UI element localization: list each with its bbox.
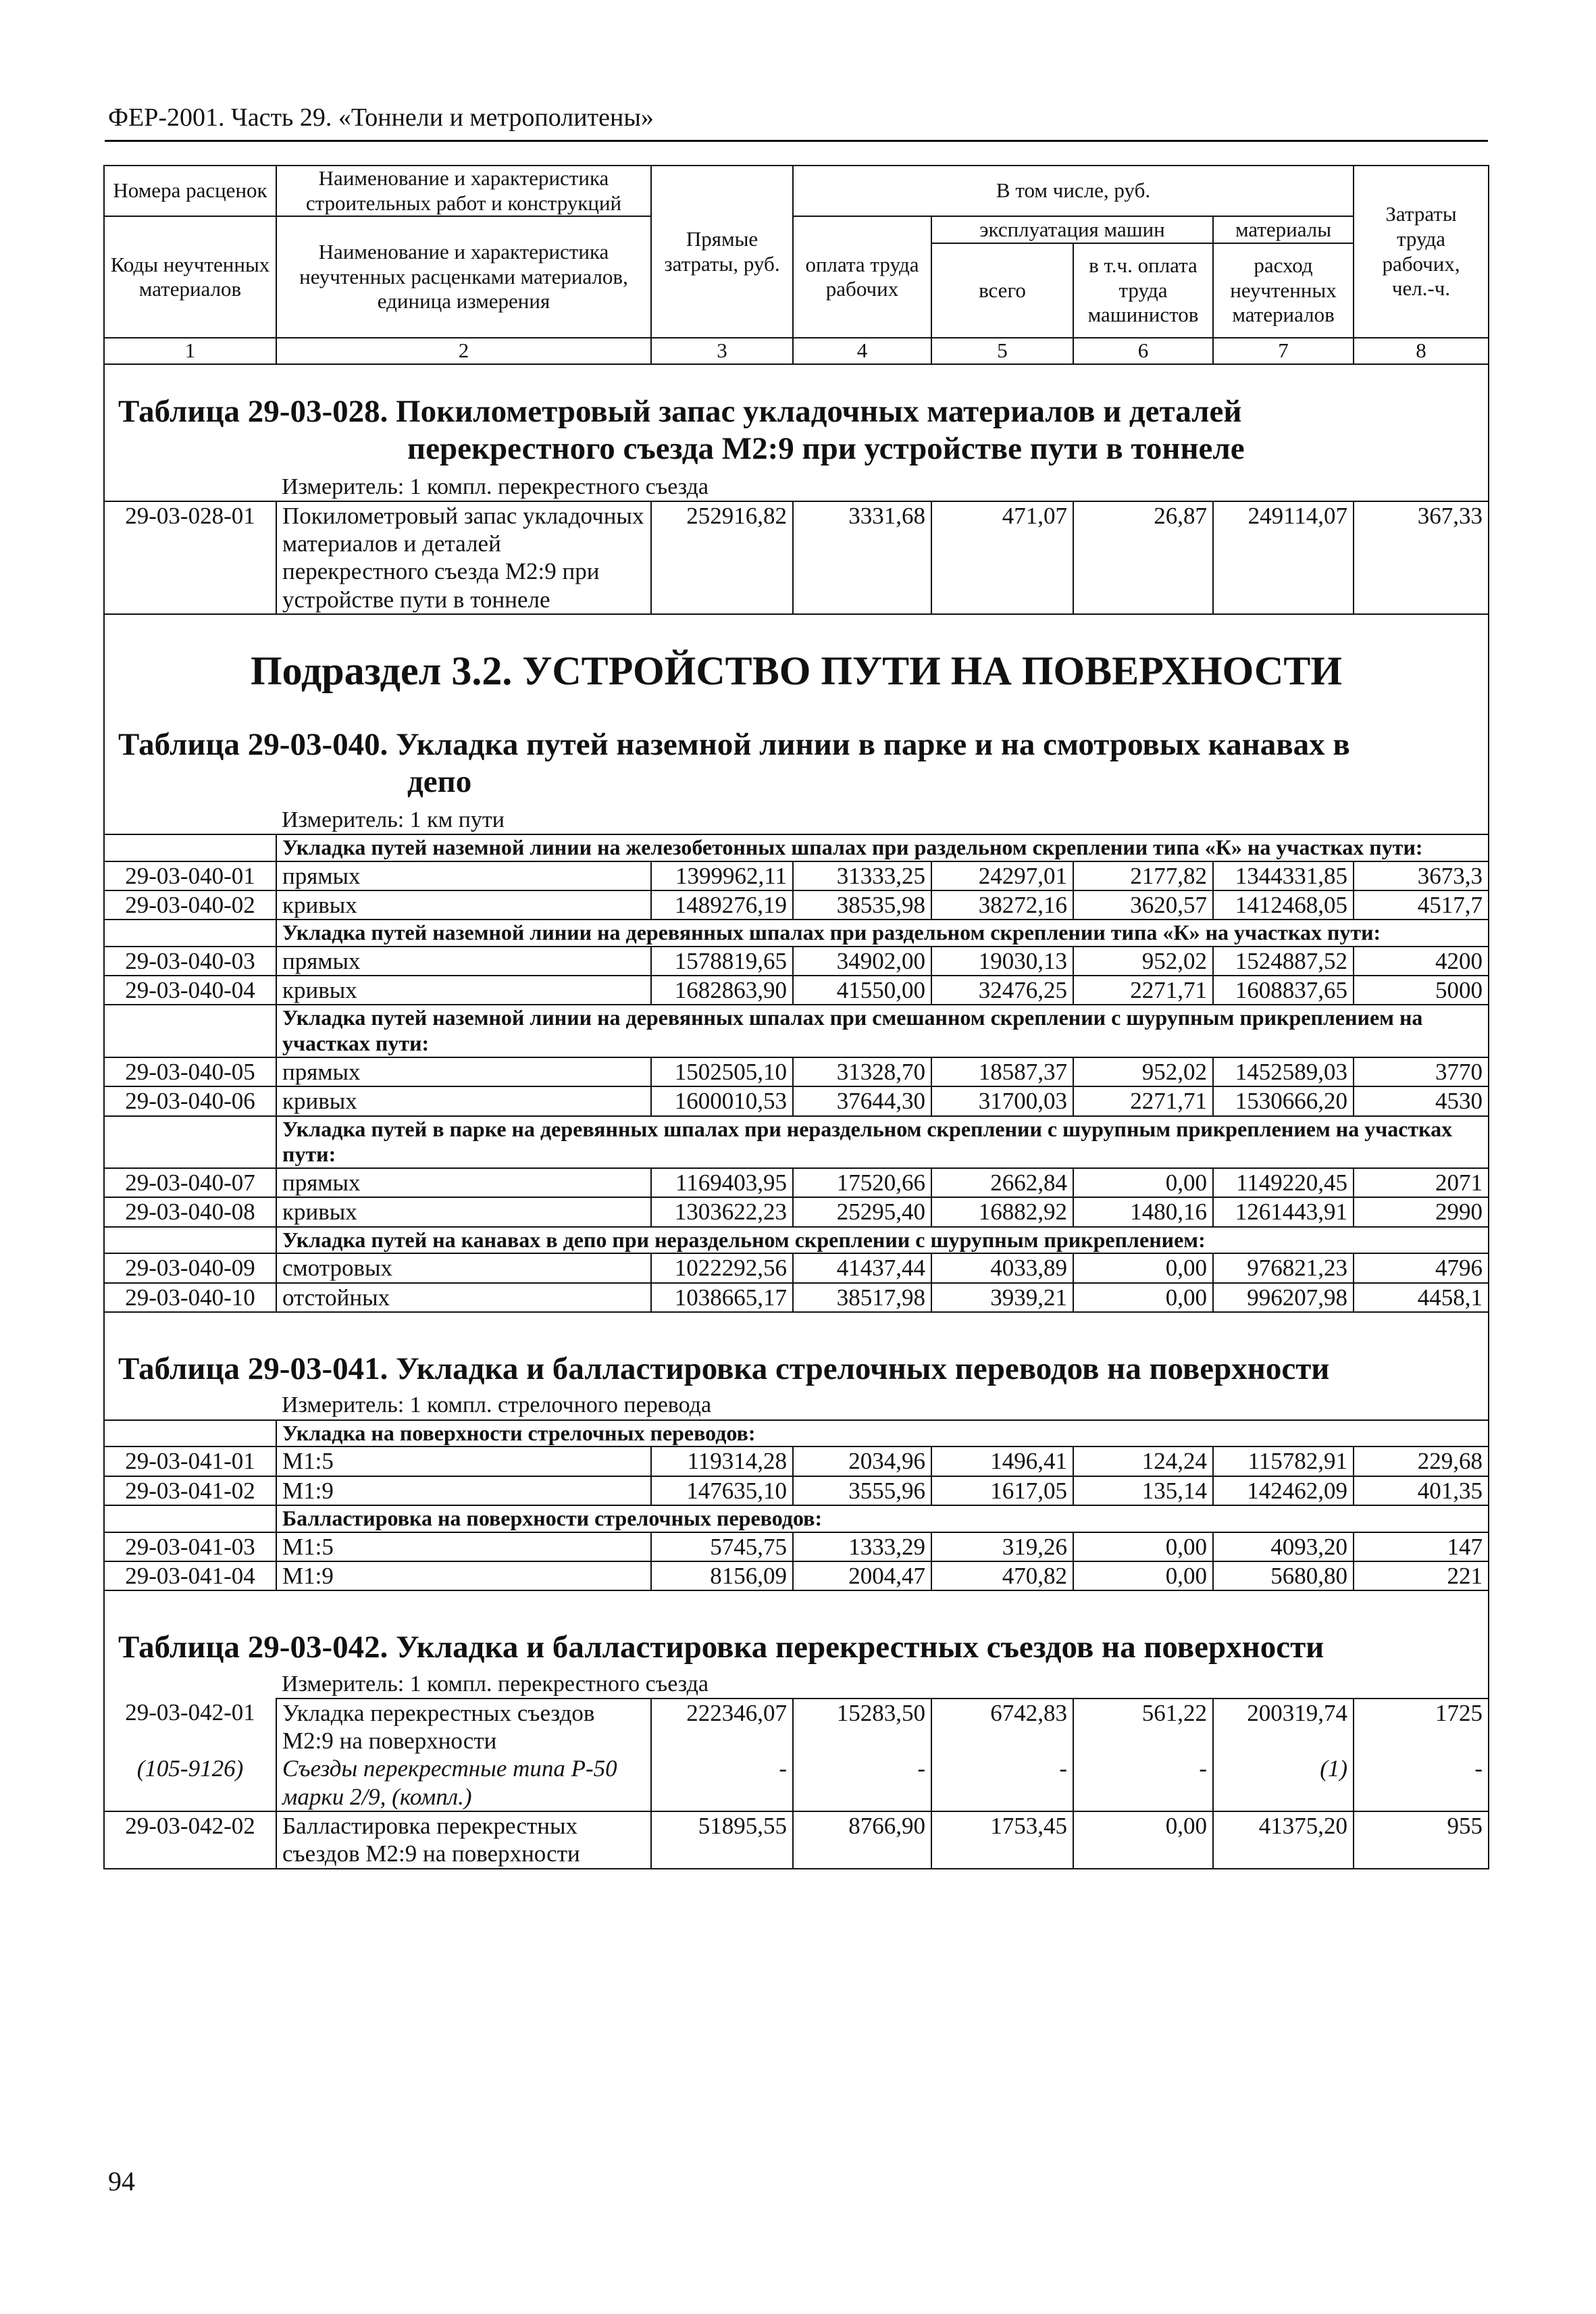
value-cell: 1682863,90 <box>651 976 793 1005</box>
value-cell: 31333,25 <box>793 861 931 890</box>
value-cell: 1412468,05 <box>1213 890 1354 920</box>
col-machines-header: эксплуатация машин <box>931 216 1213 243</box>
col-number: 7 <box>1213 338 1354 364</box>
group-label: Укладка путей наземной линии на железобетонных шпалах при раздельном скреплении типа «К» на участках пути: <box>276 834 1489 861</box>
value-cell: 37644,30 <box>793 1086 931 1115</box>
group-label-spacer <box>104 1005 276 1057</box>
value-cell: 2004,47 <box>793 1561 931 1590</box>
work-name: смотровых <box>276 1253 651 1282</box>
value-cell: 4458,1 <box>1354 1283 1489 1312</box>
value-cell: 1169403,95 <box>651 1168 793 1197</box>
price-table <box>103 165 1489 1869</box>
col-rates-header: Номера расценок <box>104 166 276 216</box>
col-machines-total-header: всего <box>931 243 1073 338</box>
table-row <box>104 976 1489 1005</box>
rate-code: 29-03-041-02 <box>104 1476 276 1505</box>
measure-unit: Измеритель: 1 компл. перекрестного съезда <box>276 468 1489 501</box>
value-cell: 147635,10 <box>651 1476 793 1505</box>
table-row <box>104 1197 1489 1226</box>
work-name: прямых <box>276 947 651 976</box>
value-cell: 32476,25 <box>931 976 1073 1005</box>
col-number: 5 <box>931 338 1073 364</box>
value-cell: 4033,89 <box>931 1253 1073 1282</box>
value-cell: 2177,82 <box>1073 861 1213 890</box>
group-label-spacer <box>104 1227 276 1254</box>
value-cell: 319,26 <box>931 1532 1073 1561</box>
group-label: Укладка путей в парке на деревянных шпалах при нераздельном скреплении с шурупным прикреплением на участках пути: <box>276 1116 1489 1169</box>
col-including-header: В том числе, руб. <box>793 166 1354 216</box>
value-cell: 1600010,53 <box>651 1086 793 1115</box>
value-cell: 1344331,85 <box>1213 861 1354 890</box>
value-cell: 124,24 <box>1073 1447 1213 1476</box>
value-cell: 147 <box>1354 1532 1489 1561</box>
value-cell: 17520,66 <box>793 1168 931 1197</box>
group-label-spacer <box>104 834 276 861</box>
value-cell: 3673,3 <box>1354 861 1489 890</box>
value-cell: 24297,01 <box>931 861 1073 890</box>
table-row <box>104 1476 1489 1505</box>
value-cell: 1452589,03 <box>1213 1057 1354 1086</box>
table-row <box>104 1447 1489 1476</box>
page-number: 94 <box>108 2166 135 2196</box>
value-cell: 41550,00 <box>793 976 931 1005</box>
col-labor-pay-header: оплата труда рабочих <box>793 216 931 338</box>
table-row: (105-9126) Съезды перекрестные типа Р-50 марки 2/9, (компл.) - - - - (1) - <box>104 1755 1489 1811</box>
value-cell: 2271,71 <box>1073 976 1213 1005</box>
value-cell: 2034,96 <box>793 1447 931 1476</box>
value-cell: 3939,21 <box>931 1283 1073 1312</box>
value-cell: 19030,13 <box>931 947 1073 976</box>
value-cell: 2990 <box>1354 1197 1489 1226</box>
group-label: Укладка на поверхности стрелочных переводов: <box>276 1420 1489 1447</box>
value-cell: 1149220,45 <box>1213 1168 1354 1197</box>
value-cell: 952,02 <box>1073 1057 1213 1086</box>
work-name: кривых <box>276 1086 651 1115</box>
work-name: прямых <box>276 1168 651 1197</box>
value-cell: 3555,96 <box>793 1476 931 1505</box>
value-cell: 1261443,91 <box>1213 1197 1354 1226</box>
table-title: перекрестного съезда М2:9 при устройстве пути в тоннеле <box>104 430 1489 468</box>
table-row: 29-03-042-01 Укладка перекрестных съездов М2:9 на поверхности 222346,07 15283,50 6742,83 561,22 200319,74 1725 <box>104 1699 1489 1755</box>
rate-code: 29-03-041-04 <box>104 1561 276 1590</box>
col-materials-header: материалы <box>1213 216 1354 243</box>
value-cell: 16882,92 <box>931 1197 1073 1226</box>
value-cell: 0,00 <box>1073 1561 1213 1590</box>
value-cell: 4530 <box>1354 1086 1489 1115</box>
rate-code: 29-03-040-08 <box>104 1197 276 1226</box>
value-cell: 34902,00 <box>793 947 931 976</box>
col-number: 1 <box>104 338 276 364</box>
group-label-spacer <box>104 1505 276 1532</box>
value-cell: 1399962,11 <box>651 861 793 890</box>
value-cell: 4517,7 <box>1354 890 1489 920</box>
value-cell: 1496,41 <box>931 1447 1073 1476</box>
table-040-body <box>104 834 1489 1312</box>
col-number: 2 <box>276 338 651 364</box>
table-041-body <box>104 1420 1489 1591</box>
group-label-spacer <box>104 1420 276 1447</box>
group-label: Укладка путей наземной линии на деревянных шпалах при смешанном скреплении с шурупным прикреплением на участках пути: <box>276 1005 1489 1057</box>
table-row <box>104 1168 1489 1197</box>
value-cell: 401,35 <box>1354 1476 1489 1505</box>
table-row <box>104 1086 1489 1115</box>
col-material-usage-header: расход неучтенных материалов <box>1213 243 1354 338</box>
value-cell: 41437,44 <box>793 1253 931 1282</box>
col-direct-costs-header: Прямые затраты, руб. <box>651 166 793 338</box>
value-cell: 1333,29 <box>793 1532 931 1561</box>
work-name: М1:5 <box>276 1532 651 1561</box>
value-cell: 1022292,56 <box>651 1253 793 1282</box>
group-label: Укладка путей на канавах в депо при нераздельном скреплении с шурупным прикреплением: <box>276 1227 1489 1254</box>
table-title: Таблица 29-03-040. Укладка путей наземной линии в парке и на смотровых канавах в <box>104 715 1489 763</box>
value-cell: 4200 <box>1354 947 1489 976</box>
value-cell: 4796 <box>1354 1253 1489 1282</box>
value-cell: 119314,28 <box>651 1447 793 1476</box>
group-label: Укладка путей наземной линии на деревянных шпалах при раздельном скреплении типа «К» на участках пути: <box>276 920 1489 947</box>
group-label: Балластировка на поверхности стрелочных переводов: <box>276 1505 1489 1532</box>
col-number: 3 <box>651 338 793 364</box>
rate-code: 29-03-040-06 <box>104 1086 276 1115</box>
rate-code: 29-03-040-03 <box>104 947 276 976</box>
value-cell: 3620,57 <box>1073 890 1213 920</box>
work-name: кривых <box>276 890 651 920</box>
value-cell: 229,68 <box>1354 1447 1489 1476</box>
col-number: 4 <box>793 338 931 364</box>
value-cell: 18587,37 <box>931 1057 1073 1086</box>
value-cell: 38272,16 <box>931 890 1073 920</box>
value-cell: 1303622,23 <box>651 1197 793 1226</box>
value-cell: 3770 <box>1354 1057 1489 1086</box>
value-cell: 976821,23 <box>1213 1253 1354 1282</box>
group-label-spacer <box>104 1116 276 1169</box>
table-row <box>104 1057 1489 1086</box>
work-name: отстойных <box>276 1283 651 1312</box>
measure-unit: Измеритель: 1 компл. стрелочного перевода <box>276 1388 1489 1419</box>
value-cell: 4093,20 <box>1213 1532 1354 1561</box>
value-cell: 1578819,65 <box>651 947 793 976</box>
value-cell: 221 <box>1354 1561 1489 1590</box>
value-cell: 1502505,10 <box>651 1057 793 1086</box>
value-cell: 5000 <box>1354 976 1489 1005</box>
value-cell: 2071 <box>1354 1168 1489 1197</box>
col-number: 6 <box>1073 338 1213 364</box>
value-cell: 1608837,65 <box>1213 976 1354 1005</box>
table-title: Таблица 29-03-041. Укладка и балластировка стрелочных переводов на поверхности <box>104 1312 1489 1388</box>
value-cell: 38517,98 <box>793 1283 931 1312</box>
value-cell: 1480,16 <box>1073 1197 1213 1226</box>
rate-code: 29-03-041-01 <box>104 1447 276 1476</box>
value-cell: 2271,71 <box>1073 1086 1213 1115</box>
rate-code: 29-03-041-03 <box>104 1532 276 1561</box>
subsection-title: Подраздел 3.2. УСТРОЙСТВО ПУТИ НА ПОВЕРХНОСТИ <box>104 614 1489 715</box>
work-name: прямых <box>276 861 651 890</box>
work-name: кривых <box>276 976 651 1005</box>
table-row <box>104 890 1489 920</box>
group-label-spacer <box>104 920 276 947</box>
col-machinist-pay-header: в т.ч. оплата труда машинистов <box>1073 243 1213 338</box>
rate-code: 29-03-040-02 <box>104 890 276 920</box>
table-row <box>104 1561 1489 1590</box>
col-works-header: Наименование и характеристика строительных работ и конструкций <box>276 166 651 216</box>
table-row <box>104 1253 1489 1282</box>
value-cell: 115782,91 <box>1213 1447 1354 1476</box>
rate-code: 29-03-040-09 <box>104 1253 276 1282</box>
work-name: прямых <box>276 1057 651 1086</box>
rate-code: 29-03-040-05 <box>104 1057 276 1086</box>
table-row <box>104 1532 1489 1561</box>
col-labor-hours-header: Затраты труда рабочих, чел.-ч. <box>1354 166 1489 338</box>
value-cell: 996207,98 <box>1213 1283 1354 1312</box>
value-cell: 1038665,17 <box>651 1283 793 1312</box>
table-row: 29-03-042-02 Балластировка перекрестных съездов М2:9 на поверхности 51895,55 8766,90 1753,45 0,00 41375,20 955 <box>104 1811 1489 1869</box>
value-cell: 1617,05 <box>931 1476 1073 1505</box>
value-cell: 135,14 <box>1073 1476 1213 1505</box>
work-name: М1:9 <box>276 1476 651 1505</box>
value-cell: 25295,40 <box>793 1197 931 1226</box>
rate-code: 29-03-040-07 <box>104 1168 276 1197</box>
col-codes-header: Коды неучтенных материалов <box>104 216 276 338</box>
value-cell: 5680,80 <box>1213 1561 1354 1590</box>
value-cell: 0,00 <box>1073 1283 1213 1312</box>
rate-code: 29-03-040-04 <box>104 976 276 1005</box>
work-name: кривых <box>276 1197 651 1226</box>
value-cell: 5745,75 <box>651 1532 793 1561</box>
col-number: 8 <box>1354 338 1489 364</box>
table-row: 29-03-028-01 Покилометровый запас укладочных материалов и деталей перекрестного съезда М2:9 при устройстве пути в тоннеле 252916,82 3331,68 471,07 26,87 249114,07 367,33 <box>104 501 1489 614</box>
value-cell: 2662,84 <box>931 1168 1073 1197</box>
work-name: М1:5 <box>276 1447 651 1476</box>
value-cell: 1489276,19 <box>651 890 793 920</box>
value-cell: 952,02 <box>1073 947 1213 976</box>
value-cell: 1530666,20 <box>1213 1086 1354 1115</box>
document-header: ФЕР-2001. Часть 29. «Тоннели и метрополитены» <box>108 103 654 132</box>
work-name: М1:9 <box>276 1561 651 1590</box>
value-cell: 31700,03 <box>931 1086 1073 1115</box>
rate-code: 29-03-040-01 <box>104 861 276 890</box>
table-title: Таблица 29-03-028. Покилометровый запас укладочных материалов и деталей <box>104 364 1489 430</box>
value-cell: 142462,09 <box>1213 1476 1354 1505</box>
table-row <box>104 861 1489 890</box>
value-cell: 0,00 <box>1073 1168 1213 1197</box>
value-cell: 38535,98 <box>793 890 931 920</box>
rate-code: 29-03-040-10 <box>104 1283 276 1312</box>
table-title: депо <box>104 763 1489 801</box>
value-cell: 470,82 <box>931 1561 1073 1590</box>
table-row <box>104 1283 1489 1312</box>
measure-unit: Измеритель: 1 компл. перекрестного съезда <box>276 1667 1489 1699</box>
table-title: Таблица 29-03-042. Укладка и балластировка перекрестных съездов на поверхности <box>104 1590 1489 1666</box>
value-cell: 0,00 <box>1073 1532 1213 1561</box>
value-cell: 0,00 <box>1073 1253 1213 1282</box>
table-row <box>104 947 1489 976</box>
measure-unit: Измеритель: 1 км пути <box>276 801 1489 834</box>
value-cell: 8156,09 <box>651 1561 793 1590</box>
col-materials-name-header: Наименование и характеристика неучтенных расценками материалов, единица измерения <box>276 216 651 338</box>
value-cell: 1524887,52 <box>1213 947 1354 976</box>
header-rule <box>105 140 1488 142</box>
value-cell: 31328,70 <box>793 1057 931 1086</box>
